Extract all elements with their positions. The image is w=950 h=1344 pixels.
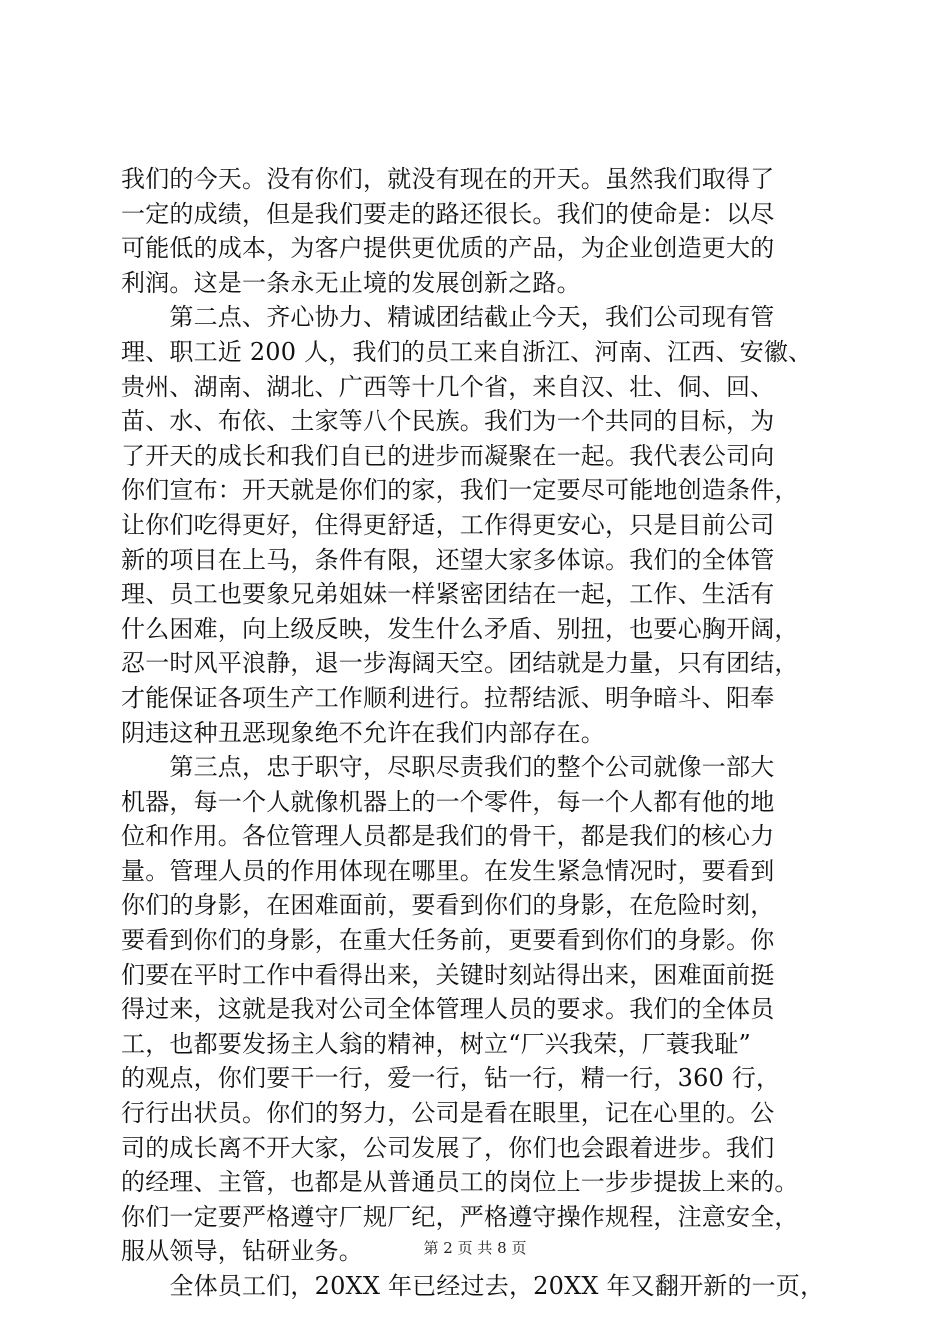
text-line: 什么困难，向上级反映，发生什么矛盾、别扭，也要心胸开阔，	[121, 614, 799, 643]
text-line: 第二点、齐心协力、精诚团结截止今天，我们公司现有管	[121, 303, 775, 332]
text-line: 我们的今天。没有你们，就没有现在的开天。虽然我们取得了	[121, 165, 775, 193]
text-line: 贵州、湖南、湖北、广西等十几个省，来自汉、壮、侗、回、	[121, 372, 775, 401]
text-line: 你们的身影，在困难面前，要看到你们的身影，在危险时刻，	[121, 891, 775, 920]
text-line: 理、员工也要象兄弟姐妹一样紧密团结在一起，工作、生活有	[121, 580, 775, 609]
text-line: 一定的成绩，但是我们要走的路还很长。我们的使命是：以尽	[121, 199, 775, 228]
page-number-footer: 第 2 页 共 8 页	[423, 1239, 527, 1257]
text-line: 你们一定要严格遵守厂规厂纪，严格遵守操作规程，注意安全，	[121, 1202, 799, 1231]
text-line: 的观点，你们要干一行，爱一行，钻一行，精一行，360 行，	[121, 1064, 781, 1093]
text-line: 位和作用。各位管理人员都是我们的骨干，都是我们的核心力	[121, 822, 775, 851]
text-line: 量。管理人员的作用体现在哪里。在发生紧急情况时，要看到	[121, 856, 775, 885]
text-line: 苗、水、布依、土家等八个民族。我们为一个共同的目标，为	[121, 407, 775, 436]
text-line: 可能低的成本，为客户提供更优质的产品，为企业创造更大的	[121, 234, 775, 263]
text-line: 阴违这种丑恶现象绝不允许在我们内部存在。	[121, 718, 605, 747]
text-line: 要看到你们的身影，在重大任务前，更要看到你们的身影。你	[121, 926, 775, 955]
text-line: 忍一时风平浪静，退一步海阔天空。团结就是力量，只有团结，	[121, 649, 799, 678]
text-line: 理、职工近 200 人，我们的员工来自浙江、河南、江西、安徽、	[121, 337, 813, 366]
text-line: 们要在平时工作中看得出来，关键时刻站得出来，困难面前挺	[121, 960, 775, 989]
text-line: 行行出状员。你们的努力，公司是看在眼里，记在心里的。公	[121, 1099, 775, 1128]
text-line: 新的项目在上马，条件有限，还望大家多体谅。我们的全体管	[121, 545, 775, 574]
text-line: 让你们吃得更好，住得更舒适，工作得更安心，只是目前公司	[121, 510, 775, 539]
text-line: 利润。这是一条永无止境的发展创新之路。	[121, 268, 581, 297]
text-line: 全体员工们，20XX 年已经过去，20XX 年又翻开新的一页，	[121, 1272, 825, 1300]
text-line: 司的成长离不开大家，公司发展了，你们也会跟着进步。我们	[121, 1133, 775, 1162]
text-line: 的经理、主管，也都是从普通员工的岗位上一步步提拔上来的。	[121, 1168, 799, 1197]
text-line: 机器，每一个人就像机器上的一个零件，每一个人都有他的地	[121, 787, 775, 816]
body-text	[121, 162, 841, 1304]
text-line: 才能保证各项生产工作顺利进行。拉帮结派、明争暗斗、阳奉	[121, 683, 775, 712]
text-line: 第三点，忠于职守，尽职尽责我们的整个公司就像一部大	[121, 753, 775, 782]
text-line: 得过来，这就是我对公司全体管理人员的要求。我们的全体员	[121, 995, 775, 1024]
text-line: 工，也都要发扬主人翁的精神，树立“厂兴我荣，厂蓑我耻”	[121, 1029, 751, 1058]
text-line: 你们宣布：开天就是你们的家，我们一定要尽可能地创造条件，	[121, 476, 799, 505]
text-line: 服从领导，钻研业务。	[121, 1237, 363, 1266]
text-line: 了开天的成长和我们自已的进步而凝聚在一起。我代表公司向	[121, 441, 775, 470]
